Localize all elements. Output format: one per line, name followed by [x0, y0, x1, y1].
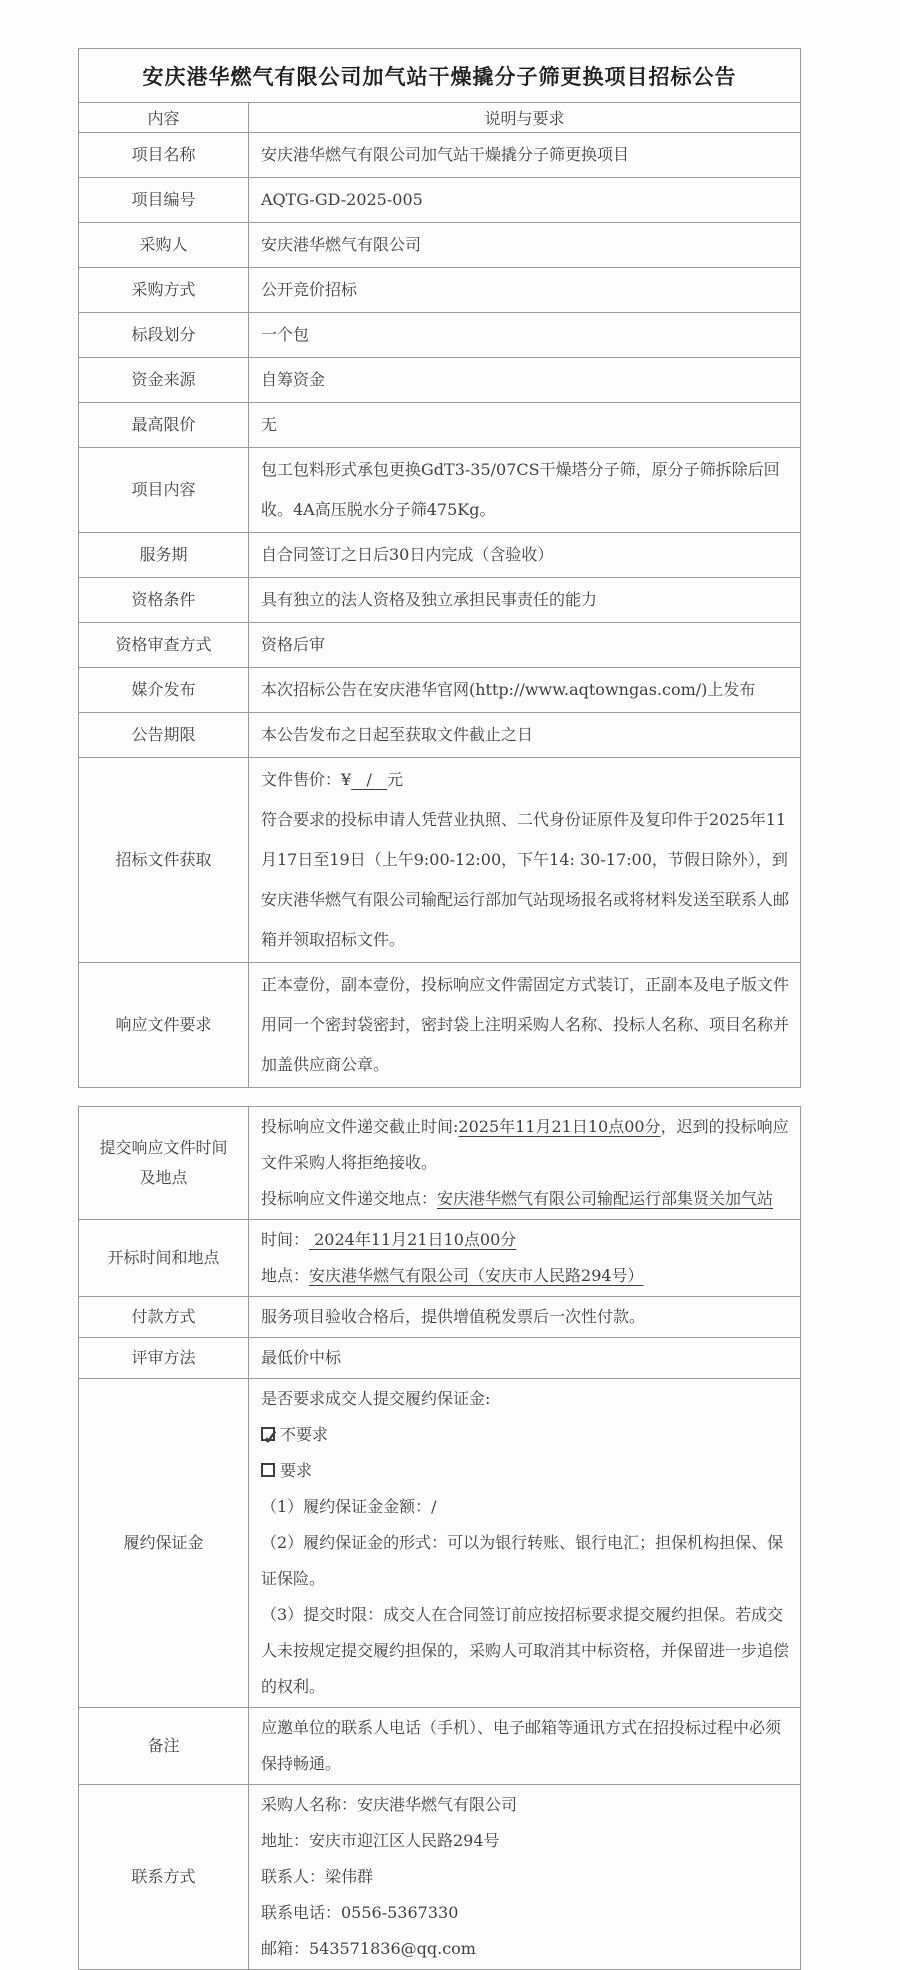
- text-line: [261, 1859, 790, 1895]
- table-row: [79, 713, 801, 758]
- row-content: [249, 178, 801, 223]
- underlined-text: 安庆港华燃气有限公司（安庆市人民路294号）: [309, 1266, 644, 1285]
- row-content: [249, 668, 801, 713]
- row-content: [249, 133, 801, 178]
- text-segment: 地址：安庆市迎江区人民路294号: [261, 1831, 500, 1850]
- row-label: 采购人: [79, 223, 249, 268]
- row-label: 服务期: [79, 533, 249, 578]
- row-label: 响应文件要求: [79, 963, 249, 1088]
- text-segment: （1）履约保证金金额：/: [261, 1497, 437, 1516]
- text-line: [261, 965, 790, 1085]
- table-row: [79, 963, 801, 1088]
- table-row: [79, 133, 801, 178]
- row-label: 备注: [79, 1708, 249, 1785]
- underlined-text: /: [351, 770, 388, 789]
- row-content: [249, 1785, 801, 1970]
- row-label: 项目名称: [79, 133, 249, 178]
- header-row: [79, 103, 801, 133]
- document-title: 安庆港华燃气有限公司加气站干燥撬分子筛更换项目招标公告: [79, 49, 801, 103]
- text-line: [261, 1299, 790, 1335]
- text-segment: 最低价中标: [261, 1348, 342, 1367]
- text-line: [261, 270, 790, 310]
- text-segment: 投标响应文件递交截止时间:: [261, 1117, 459, 1136]
- text-line: [261, 450, 790, 530]
- row-label: 开标时间和地点: [79, 1220, 249, 1297]
- table-row: [79, 313, 801, 358]
- text-line: [261, 1222, 790, 1258]
- text-segment: 正本壹份，副本壹份，投标响应文件需固定方式装订，正副本及电子版文件用同一个密封袋密封，密封袋上注明采购人名称、投标人名称、项目名称并加盖供应商公章。: [261, 975, 790, 1074]
- text-line: [261, 360, 790, 400]
- table-row: [79, 403, 801, 448]
- text-segment: 联系人：梁伟群: [261, 1867, 374, 1886]
- text-line: [261, 535, 790, 575]
- text-line: [261, 1895, 790, 1931]
- row-content: [249, 1220, 801, 1297]
- table-row: [79, 358, 801, 403]
- text-segment: 公开竞价招标: [261, 280, 358, 299]
- row-content: [249, 448, 801, 533]
- row-label: 资格审查方式: [79, 623, 249, 668]
- text-segment: 时间：: [261, 1230, 310, 1249]
- text-line: [261, 580, 790, 620]
- row-label: 采购方式: [79, 268, 249, 313]
- row-label: 公告期限: [79, 713, 249, 758]
- table-row: [79, 1708, 801, 1785]
- text-line: [261, 1453, 790, 1489]
- row-label: 履约保证金: [79, 1379, 249, 1708]
- row-label: 提交响应文件时间及地点: [79, 1107, 249, 1220]
- text-line: [261, 1710, 790, 1782]
- text-line: [261, 180, 790, 220]
- text-line: [261, 715, 790, 755]
- tender-table-main: [78, 48, 801, 1088]
- row-content: [249, 758, 801, 963]
- text-segment: 联系电话：0556-5367330: [261, 1903, 459, 1922]
- table-row: [79, 1379, 801, 1708]
- column-header-description: 说明与要求: [249, 103, 801, 133]
- tender-table-secondary: [78, 1106, 801, 1970]
- row-content: [249, 963, 801, 1088]
- row-label: 联系方式: [79, 1785, 249, 1970]
- text-line: [261, 1381, 790, 1417]
- row-label: 最高限价: [79, 403, 249, 448]
- text-segment: 不要求: [280, 1425, 329, 1444]
- row-label: 媒介发布: [79, 668, 249, 713]
- text-segment: （2）履约保证金的形式：可以为银行转账、银行电汇；担保机构担保、保证保险。: [261, 1533, 784, 1588]
- row-content: [249, 1379, 801, 1708]
- text-segment: 邮箱：543571836@qq.com: [261, 1939, 476, 1958]
- text-segment: ，迟到的投标响应文件采购人将拒绝接收。: [261, 1117, 789, 1172]
- row-content: [249, 403, 801, 448]
- row-label: 项目内容: [79, 448, 249, 533]
- text-segment: 服务项目验收合格后，提供增值税发票后一次性付款。: [261, 1307, 646, 1326]
- text-segment: 安庆港华燃气有限公司: [261, 235, 422, 254]
- text-line: [261, 760, 790, 800]
- checkbox-checked-icon: [261, 1427, 275, 1441]
- text-segment: 一个包: [261, 325, 310, 344]
- underlined-text: 2025年11月21日10点00分: [458, 1117, 661, 1136]
- text-line: [261, 1181, 790, 1217]
- row-content: [249, 313, 801, 358]
- text-line: [261, 135, 790, 175]
- row-content: [249, 578, 801, 623]
- text-segment: 是否要求成交人提交履约保证金:: [261, 1389, 491, 1408]
- text-line: [261, 1525, 790, 1597]
- table-row: [79, 533, 801, 578]
- text-segment: 资格后审: [261, 635, 326, 654]
- underlined-text: 2024年11月21日10点00分: [309, 1230, 517, 1249]
- title-row: [79, 49, 801, 103]
- text-segment: 投标响应文件递交地点：: [261, 1189, 438, 1208]
- table-row: [79, 578, 801, 623]
- text-segment: （3）提交时限：成交人在合同签订前应按招标要求提交履约担保。若成交人未按规定提交履约担保的，采购人可取消其中标资格，并保留进一步追偿的权利。: [261, 1605, 790, 1696]
- table-row: [79, 1220, 801, 1297]
- text-line: [261, 315, 790, 355]
- row-label: 评审方法: [79, 1338, 249, 1379]
- table-row: [79, 758, 801, 963]
- row-content: [249, 223, 801, 268]
- row-content: [249, 1708, 801, 1785]
- row-content: [249, 623, 801, 668]
- text-segment: 本次招标公告在安庆港华官网(http://www.aqtowngas.com/)上发布: [261, 680, 756, 699]
- row-content: [249, 1107, 801, 1220]
- text-line: [261, 225, 790, 265]
- table-row: [79, 223, 801, 268]
- text-line: [261, 1787, 790, 1823]
- text-line: [261, 1258, 790, 1294]
- row-content: [249, 713, 801, 758]
- table-row: [79, 1107, 801, 1220]
- row-label: 项目编号: [79, 178, 249, 223]
- row-label: 资金来源: [79, 358, 249, 403]
- text-segment: 符合要求的投标申请人凭营业执照、二代身份证原件及复印件于2025年11月17日至19日（上午9:00-12:00，下午14: 30-17:00，节假日除外），到安庆港华燃气有限公司输配运行部加气站现场报名或将材料发送至联系人邮箱并领取招标文件。: [261, 810, 790, 949]
- text-segment: 文件售价：¥: [261, 770, 352, 789]
- text-line: [261, 1340, 790, 1376]
- table-row: [79, 668, 801, 713]
- text-segment: 元: [387, 770, 404, 789]
- text-line: [261, 1597, 790, 1705]
- text-line: [261, 1417, 790, 1453]
- text-segment: 安庆港华燃气有限公司加气站干燥撬分子筛更换项目: [261, 145, 630, 164]
- row-content: [249, 358, 801, 403]
- table-row: [79, 623, 801, 668]
- table-row: [79, 178, 801, 223]
- text-line: [261, 800, 790, 960]
- table-row: [79, 1785, 801, 1970]
- text-line: [261, 670, 790, 710]
- text-line: [261, 405, 790, 445]
- checkbox-empty-icon: [261, 1463, 275, 1477]
- table-row: [79, 448, 801, 533]
- text-segment: 采购人名称：安庆港华燃气有限公司: [261, 1795, 518, 1814]
- text-line: [261, 1109, 790, 1181]
- row-label: 付款方式: [79, 1297, 249, 1338]
- underlined-text: 安庆港华燃气有限公司输配运行部集贤关加气站: [437, 1189, 774, 1208]
- text-line: [261, 1823, 790, 1859]
- text-segment: AQTG-GD-2025-005: [261, 190, 423, 209]
- row-label: 招标文件获取: [79, 758, 249, 963]
- text-segment: 自合同签订之日后30日内完成（含验收）: [261, 545, 554, 564]
- row-label: 资格条件: [79, 578, 249, 623]
- table-row: [79, 1297, 801, 1338]
- text-segment: 地点：: [261, 1266, 310, 1285]
- table-row: [79, 1338, 801, 1379]
- text-segment: 包工包料形式承包更换GdT3-35/07CS干燥塔分子筛，原分子筛拆除后回收。4A高压脱水分子筛475Kg。: [261, 460, 780, 519]
- text-segment: 应邀单位的联系人电话（手机）、电子邮箱等通讯方式在招投标过程中必须保持畅通。: [261, 1718, 782, 1773]
- table-row: [79, 268, 801, 313]
- text-line: [261, 1931, 790, 1967]
- text-segment: 本公告发布之日起至获取文件截止之日: [261, 725, 534, 744]
- text-line: [261, 1489, 790, 1525]
- text-line: [261, 625, 790, 665]
- table-gap: [78, 1088, 900, 1106]
- text-segment: 具有独立的法人资格及独立承担民事责任的能力: [261, 590, 598, 609]
- row-content: [249, 533, 801, 578]
- row-label: 标段划分: [79, 313, 249, 358]
- text-segment: 要求: [280, 1461, 313, 1480]
- column-header-content: 内容: [79, 103, 249, 133]
- row-content: [249, 1297, 801, 1338]
- text-segment: 自筹资金: [261, 370, 326, 389]
- row-content: [249, 1338, 801, 1379]
- row-content: [249, 268, 801, 313]
- text-segment: 无: [261, 415, 278, 434]
